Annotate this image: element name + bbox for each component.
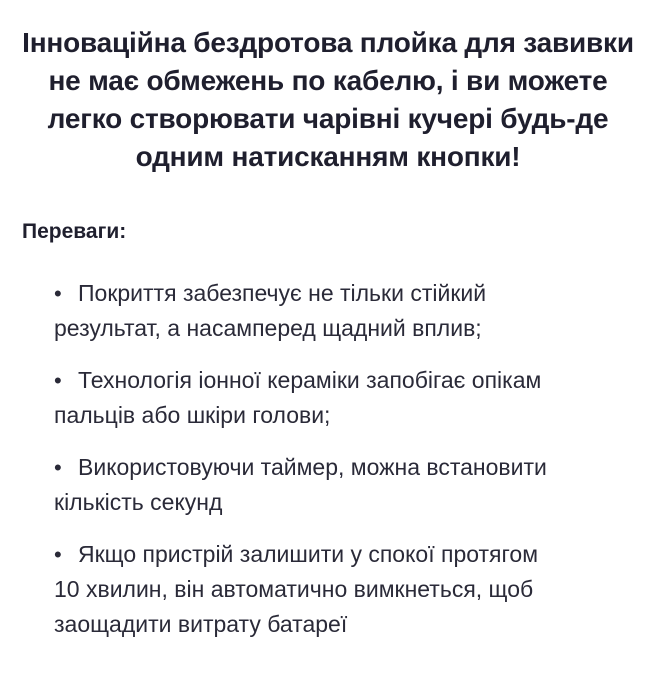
list-item [54,363,634,433]
bullet-icon: • [54,368,62,393]
bullet-icon: • [54,281,62,306]
benefit-text: Покриття забезпечує не тільки стійкий результат, а насамперед щадний вплив; [54,280,487,341]
list-item [54,450,634,520]
benefit-text: Якщо пристрій залишити у спокої протягом 10 хвилин, він автоматично вимкнеться, щоб заощадити витрату батареї [54,541,538,637]
bullet-icon: • [54,542,62,567]
benefit-text: Використовуючи таймер, можна встановити кількість секунд [54,454,547,515]
benefits-list [22,276,634,642]
benefit-text: Технологія іонної кераміки запобігає опікам пальців або шкіри голови; [54,367,542,428]
list-item [54,537,634,642]
bullet-icon: • [54,455,62,480]
benefits-title: Переваги: [22,220,127,243]
list-item [54,276,634,346]
headline: Інноваційна бездротова плойка для завивки не має обмежень по кабелю, і ви можете легко створювати чарівні кучері будь-де одним натисканням кнопки! [22,27,634,172]
